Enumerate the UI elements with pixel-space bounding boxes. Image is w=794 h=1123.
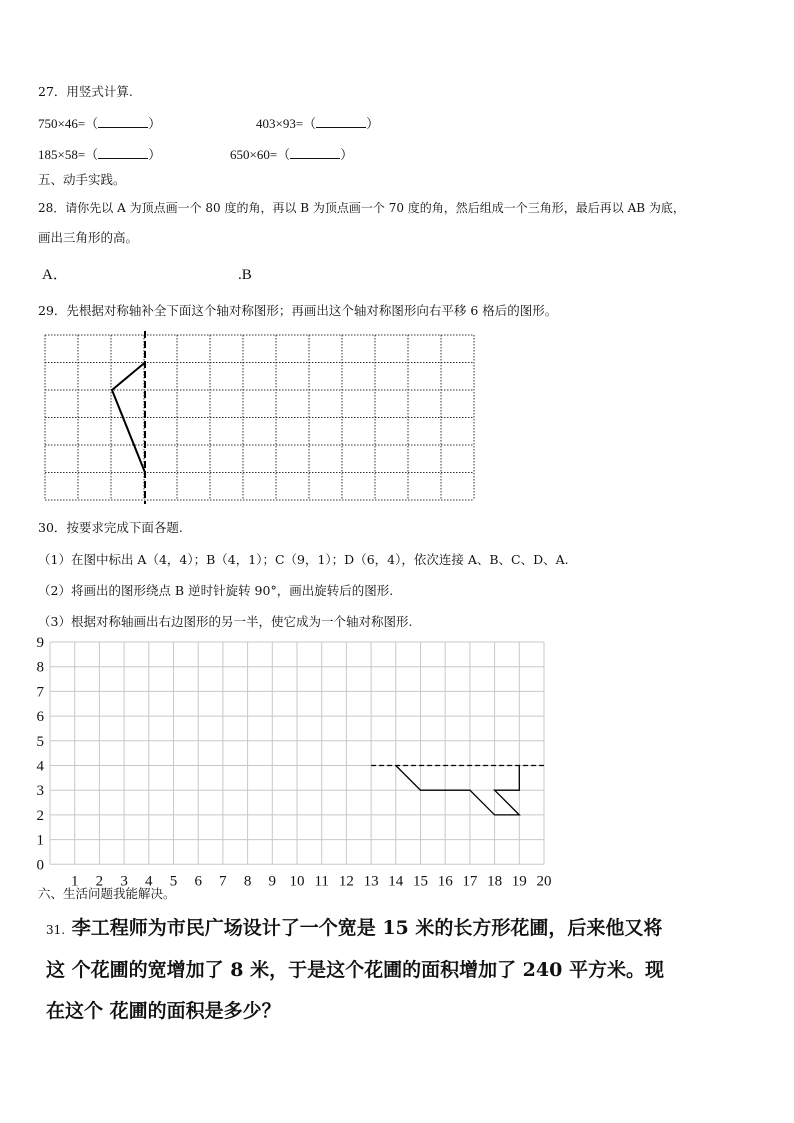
y-tick-label: 6 <box>36 709 44 726</box>
y-tick-label: 3 <box>36 783 44 800</box>
q31-number: 31. <box>46 923 66 937</box>
x-tick-label: 18 <box>487 873 503 890</box>
q27-item-4: 650×60=（ ） <box>230 147 354 162</box>
y-tick-label: 5 <box>36 733 44 750</box>
y-tick-label: 1 <box>36 832 44 849</box>
y-tick-label: 4 <box>36 758 44 775</box>
q30-coordinate-grid[interactable] <box>25 632 605 892</box>
x-tick-label: 14 <box>388 873 404 890</box>
q31-line-1: 31. 李工程师为市民广场设计了一个宽是 15 米的长方形花圃，后来他又将 <box>46 917 663 939</box>
q27-item-1: 750×46=（ ） <box>38 116 162 131</box>
x-tick-label: 1 <box>70 873 79 890</box>
x-tick-label: 4 <box>145 873 153 890</box>
q30-sub-3: （3）根据对称轴画出右边图形的另一半，使它成为一个轴对称图形. <box>38 614 413 629</box>
q27-expr-2: 403×93=（ <box>256 116 317 131</box>
answer-blank-2[interactable] <box>316 116 366 128</box>
answer-blank-3[interactable] <box>98 147 148 159</box>
x-tick-label: 3 <box>120 873 128 890</box>
x-tick-label: 11 <box>314 873 329 890</box>
answer-blank-1[interactable] <box>98 116 148 128</box>
x-tick-label: 17 <box>462 873 478 890</box>
x-tick-label: 13 <box>363 873 379 890</box>
q29-text: 29．先根据对称轴补全下面这个轴对称图形；再画出这个轴对称图形向右平移 6 格后的图形。 <box>38 303 558 318</box>
answer-blank-4[interactable] <box>290 147 340 159</box>
q27-title: 27．用竖式计算. <box>38 84 133 99</box>
x-tick-label: 19 <box>511 873 527 890</box>
q27-item-2: 403×93=（ ） <box>256 116 380 131</box>
y-tick-label: 8 <box>36 659 44 676</box>
x-tick-label: 7 <box>219 873 227 890</box>
y-tick-label: 9 <box>36 635 44 651</box>
point-b-label: .B <box>238 267 252 283</box>
y-tick-label: 0 <box>36 857 44 874</box>
q31-line-2: 这 个花圃的宽增加了 8 米，于是这个花圃的面积增加了 240 平方米。现 <box>46 959 664 981</box>
x-tick-label: 20 <box>536 873 552 890</box>
x-tick-label: 15 <box>413 873 428 890</box>
q27-item-3: 185×58=（ ） <box>38 147 162 162</box>
q30-sub-1: （1）在图中标出 A（4，4）；B（4，1）；C（9，1）；D（6，4），依次连接 A、B、C、D、A. <box>38 552 569 567</box>
x-tick-label: 5 <box>169 873 178 890</box>
q27-expr-1: 750×46=（ <box>38 116 99 131</box>
x-tick-label: 8 <box>243 873 252 890</box>
q29-symmetry-grid[interactable] <box>40 330 480 505</box>
y-tick-label: 2 <box>36 807 44 824</box>
y-tick-label: 7 <box>36 684 44 701</box>
x-tick-label: 2 <box>95 873 104 890</box>
x-tick-label: 16 <box>437 873 453 890</box>
half-shape <box>112 363 145 473</box>
x-tick-label: 9 <box>268 873 277 890</box>
q30-sub-2: （2）将画出的图形绕点 B 逆时针旋转 90°，画出旋转后的图形. <box>38 583 394 598</box>
q31-line-3: 在这个 花圃的面积是多少？ <box>46 1000 281 1022</box>
x-tick-label: 10 <box>289 873 305 890</box>
q28-line-2: 画出三角形的高。 <box>38 230 139 245</box>
x-tick-label: 6 <box>194 873 202 890</box>
section-6-heading: 六、生活问题我能解决。 <box>38 886 176 901</box>
q27-expr-3: 185×58=（ <box>38 147 99 162</box>
q28-line-1: 28．请你先以 A 为顶点画一个 80 度的角，再以 B 为顶点画一个 70 度的角，然后组成一个三角形，最后再以 AB 为底， <box>38 201 685 215</box>
x-tick-label: 12 <box>338 873 354 890</box>
section-5-heading: 五、动手实践。 <box>38 172 126 187</box>
q27-expr-4: 650×60=（ <box>230 147 291 162</box>
q30-title: 30．按要求完成下面各题. <box>38 520 183 535</box>
point-a-label: A． <box>42 267 68 283</box>
